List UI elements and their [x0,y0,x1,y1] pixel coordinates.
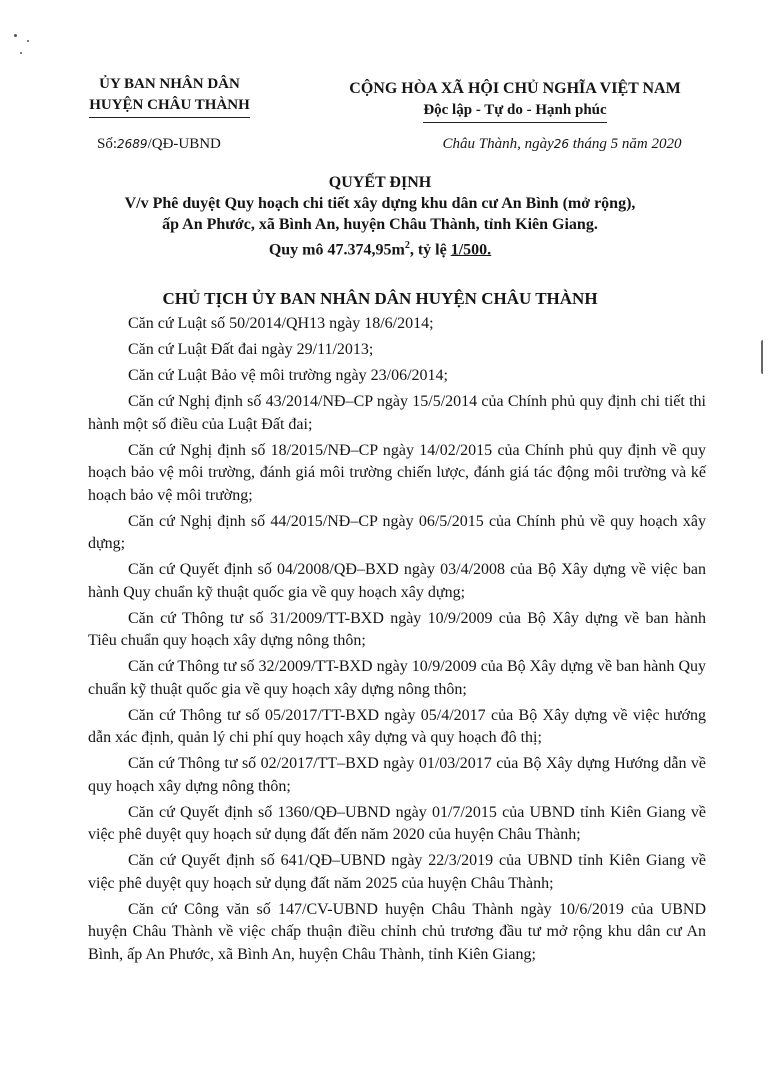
area-unit-sup: 2 [404,240,410,251]
scan-margin-mark [761,340,766,374]
scan-speck [27,40,29,42]
agency-line-2: HUYỆN CHÂU THÀNH [89,95,250,118]
scale-ratio: 1/500. [450,241,492,259]
title-line-3 [60,235,700,260]
number-prefix: Số: [97,136,118,152]
legal-basis: Căn cứ Quyết định số 641/QĐ–UBND ngày 22/3/2019 của UBND tỉnh Kiên Giang về việc phê duyệt quy hoạch sử dụng đất năm 2025 của huyện Châu Thành; [88,852,706,892]
motto: Độc lập - Tự do - Hạnh phúc [423,100,606,123]
handwritten-number: 2689 [117,137,148,151]
agency-line-1: ỦY BAN NHÂN DÂN [99,76,240,92]
legal-basis: Căn cứ Quyết định số 04/2008/QĐ–BXD ngày 03/4/2008 của Bộ Xây dựng về việc ban hành Quy chuẩn kỹ thuật quốc gia về quy hoạch xây dựng; [88,561,706,601]
scan-speck [20,52,22,54]
decision-heading: QUYẾT ĐỊNH [328,174,432,191]
legal-basis: Căn cứ Quyết định số 1360/QĐ–UBND ngày 01/7/2015 của UBND tỉnh Kiên Giang về việc phê duyệt quy hoạch sử dụng đất đến năm 2020 của huyện Châu Thành; [88,803,706,843]
issuing-agency [52,74,287,118]
legal-basis: Căn cứ Nghị định số 43/2014/NĐ–CP ngày 15/5/2014 của Chính phủ quy định chi tiết thi hành một số điều của Luật Đất đai; [88,393,706,433]
title-line-1: V/v Phê duyệt Quy hoạch chi tiết xây dựng khu dân cư An Bình (mở rộng), [124,195,636,212]
document-date [412,136,712,153]
country-name: CỘNG HÒA XÃ HỘI CHỦ NGHĨA VIỆT NAM [349,80,681,97]
scan-speck [14,34,17,37]
legal-basis: Căn cứ Luật Bảo vệ môi trường ngày 23/06/2014; [128,367,448,384]
legal-basis: Căn cứ Công văn số 147/CV-UBND huyện Châu Thành ngày 10/6/2019 của UBND huyện Châu Thành về việc chấp thuận điều chỉnh chủ trương đầu tư mở rộng khu dân cư An Bình, ấp An Phước, xã Bình An, huyện Châu Thành, tỉnh Kiên Giang; [88,900,706,963]
title-line-2: ấp An Phước, xã Bình An, huyện Châu Thành, tỉnh Kiên Giang. [162,216,598,233]
legal-basis: Căn cứ Thông tư số 32/2009/TT-BXD ngày 10/9/2009 của Bộ Xây dựng về ban hành Quy chuẩn kỹ thuật quốc gia về quy hoạch xây dựng nông thôn; [88,658,706,698]
legal-basis: Căn cứ Luật Đất đai ngày 29/11/2013; [128,341,374,358]
number-suffix: /QĐ-UBND [147,136,221,152]
legal-basis: Căn cứ Luật số 50/2014/QH13 ngày 18/6/2014; [128,315,434,332]
legal-basis: Căn cứ Nghị định số 44/2015/NĐ–CP ngày 06/5/2015 của Chính phủ về quy hoạch xây dựng; [88,512,706,552]
legal-basis: Căn cứ Thông tư số 31/2009/TT-BXD ngày 10/9/2009 của Bộ Xây dựng về ban hành Tiêu chuẩn quy hoạch xây dựng nông thôn; [88,609,706,649]
legal-basis: Căn cứ Thông tư số 02/2017/TT–BXD ngày 01/03/2017 của Bộ Xây dựng Hướng dẫn về quy hoạch xây dựng nông thôn; [88,755,706,795]
legal-bases [88,313,706,970]
issuer-heading: CHỦ TỊCH ỦY BAN NHÂN DÂN HUYỆN CHÂU THÀNH [162,289,598,308]
scale-area: Quy mô 47.374,95m [268,241,405,259]
decision-title [60,172,700,260]
document-number [97,136,221,153]
date-suffix: tháng 5 năm 2020 [569,136,682,152]
date-prefix: Châu Thành, ngày [442,136,554,152]
scale-sep: , tỷ lệ [409,241,451,259]
handwritten-day: 26 [553,137,570,151]
national-motto [300,78,730,123]
legal-basis: Căn cứ Thông tư số 05/2017/TT-BXD ngày 05/4/2017 của Bộ Xây dựng về việc hướng dẫn xác định, quản lý chi phí quy hoạch xây dựng và quy hoạch đô thị; [88,706,706,746]
legal-basis: Căn cứ Nghị định số 18/2015/NĐ–CP ngày 14/02/2015 của Chính phủ quy định về quy hoạch bảo vệ môi trường, đánh giá môi trường chiến lược, đánh giá tác động môi trường và kế hoạch bảo vệ môi trường; [88,441,706,504]
